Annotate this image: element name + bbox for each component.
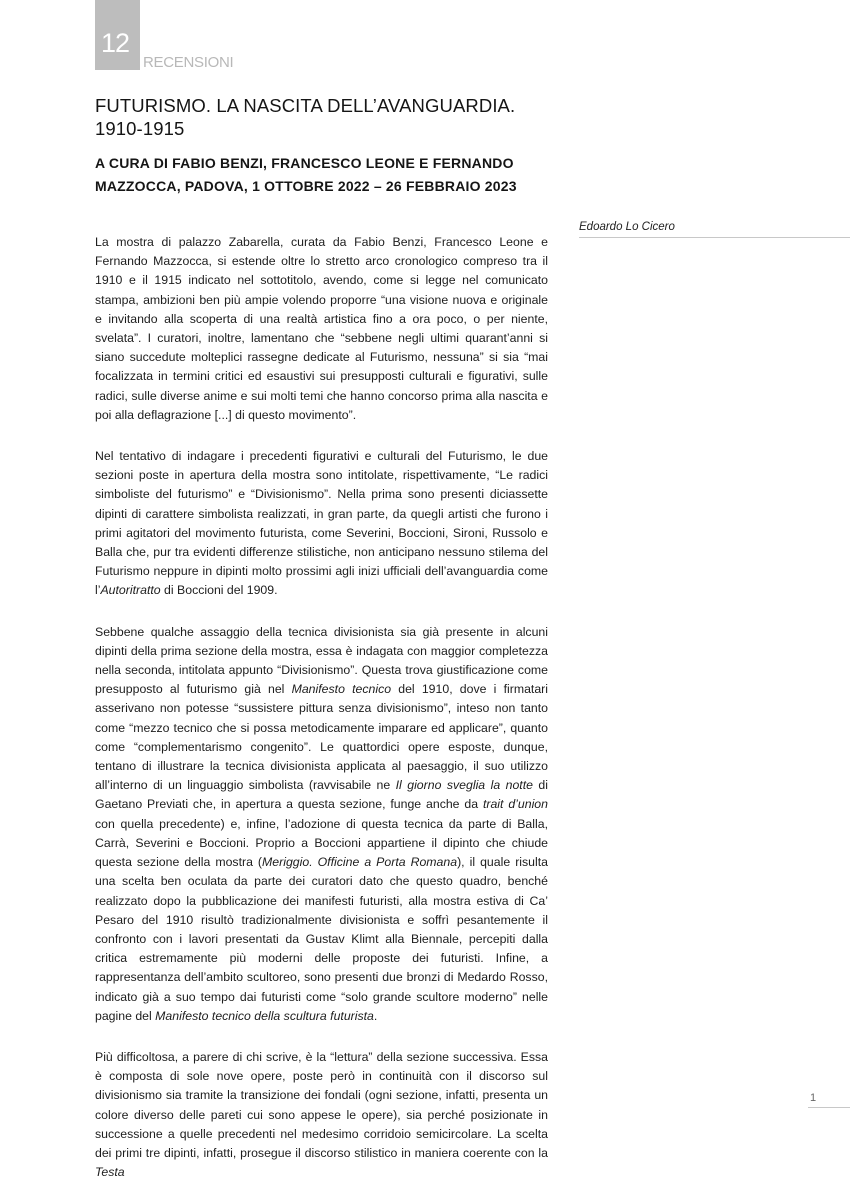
text-run: La mostra di palazzo Zabarella, curata da Fabio Benzi, Francesco Leone e Fernando Mazzocca, si estende oltre lo stretto arco cronologico compreso tra il 1910 e il 1915 indicato nel sottotitolo, avendo, come si legge nel comunicato stampa, ambizioni ben più ampie volendo proporre “una visione nuova e originale e invitando alla scoperta di una realtà artistica fino a ora poco, o per niente, svelata”. I curatori, inoltre, lamentano che “sebbene negli ultimi quarant’anni si siano succedute molteplici rassegne dedicate al Futurismo, nessuna” si sia “mai focalizzata in termini critici ed esaustivi sui presupposti culturali e figurativi, sulle radici, sulle diverse anime e sui molti temi che hanno concorso prima alla nascita e poi alla deflagrazione [...] di questo movimento”. — [95, 235, 548, 422]
article-title — [95, 94, 635, 140]
text-run: Sebbene qualche assaggio della tecnica divisionista sia già presente in alcuni dipinti della prima sezione della mostra, essa è indagata con maggior completezza nella seconda, intitolata appunto “Divisionismo”. Questa trova giustificazione come presupposto al futurismo già nel — [95, 624, 548, 697]
italic-text-run: Autoritratto — [100, 583, 161, 598]
text-run: . — [373, 1008, 378, 1023]
page-number: 1 — [810, 1092, 817, 1104]
italic-text-run: Testa — [95, 1165, 125, 1180]
text-run: con quella precedente) e, infine, l’adozione di questa tecnica da parte di Balla, Carrà, Severini e Boccioni. Proprio a Boccioni appartiene il dipinto che chiude questa sezione della mostra ( — [95, 816, 548, 870]
article-title-line-1: FUTURISMO. LA NASCITA DELL’AVANGUARDIA. — [95, 95, 516, 116]
body-paragraph — [95, 447, 548, 601]
italic-text-run: Il giorno sveglia la notte — [395, 778, 533, 793]
italic-text-run: Meriggio. Officine a Porta Romana — [262, 855, 458, 870]
body-paragraph — [95, 623, 548, 1026]
text-run: ), il quale risulta una scelta ben oculata da parte dei curatori dato che questo quadro, benché realizzato dopo la pubblicazione dei manifesti futuristi, alla mostra estiva di Ca’ Pesaro del 1910 risultò tradizionalmente divisionista e soffrì pesantemente il confronto con i lavori presentati da Gustav Klimt alla Biennale, percepiti dalla critica estremamente più moderni delle proposte dei futuristi. Infine, a rappresentanza dell’ambito scultoreo, sono presenti due bronzi di Medardo Rosso, indicato già a suo tempo dai futuristi come “solo grande scultore moderno” nelle pagine del — [95, 855, 548, 1023]
italic-text-run: trait d’union — [482, 797, 548, 812]
text-run: di Boccioni del 1909. — [160, 583, 278, 598]
article-subtitle: A CURA DI FABIO BENZI, FRANCESCO LEONE E FERNANDO MAZZOCCA, PADOVA, 1 OTTOBRE 2022 – 26 FEBBRAIO 2023 — [95, 155, 517, 194]
text-run: Nel tentativo di indagare i precedenti figurativi e culturali del Futurismo, le due sezioni poste in apertura della mostra sono intitolate, rispettivamente, “Le radici simboliste del futurismo” e “Divisionismo”. Nella prima sono presenti diciassette dipinti di carattere simbolista realizzati, in gran parte, da quegli artisti che furono i primi agitatori del movimento futurista, come Severini, Boccioni, Sironi, Russolo e Balla che, pur tra evidenti differenze stilistiche, non anticipano nessuno stilema del Futurismo neppure in dipinti molto prossimi agli inizi ufficiali dell’avanguardia come l’ — [95, 449, 548, 598]
section-label: RECENSIONI — [143, 54, 234, 71]
body-paragraph — [95, 1048, 548, 1182]
author-name: Edoardo Lo Cicero — [579, 221, 850, 238]
italic-text-run: Manifesto tecnico — [291, 682, 392, 697]
page-footer — [808, 1092, 850, 1108]
text-run: Più difficoltosa, a parere di chi scrive, è la “lettura” della sezione successiva. Essa è composta di sole nove opere, poste però in continuità con il discorso sul divisionismo sia tramite la transizione dei fondali (ogni sezione, infatti, presenta un colore diverso delle pareti cui sono appese le opere), sia perché posizionate in successione a quelle precedenti nel medesimo corridoio semicircolare. La scelta dei primi tre dipinti, infatti, prosegue il discorso stilistico in maniera coerente con la — [95, 1049, 548, 1160]
issue-number: 12 — [101, 28, 130, 58]
text-run: del 1910, dove i firmatari asserivano non potesse “sussistere pittura senza divisionismo”, inteso non tanto come “mezzo tecnico che si possa metodicamente imparare ed applicare”, quanto come “complementarismo congenito”. Le quattordici opere esposte, dunque, tentano di illustrare la tecnica divisionista applicata al paesaggio, il suo utilizzo all’interno di un linguaggio simbolista (ravvisabile ne — [95, 682, 548, 793]
article-title-line-2: 1910-1915 — [95, 118, 185, 139]
italic-text-run: Manifesto tecnico della scultura futurista — [155, 1008, 374, 1023]
body-paragraph — [95, 233, 548, 425]
text-run: di Gaetano Previati che, in apertura a questa sezione, funge anche da — [95, 778, 548, 812]
article-body — [95, 233, 548, 1204]
